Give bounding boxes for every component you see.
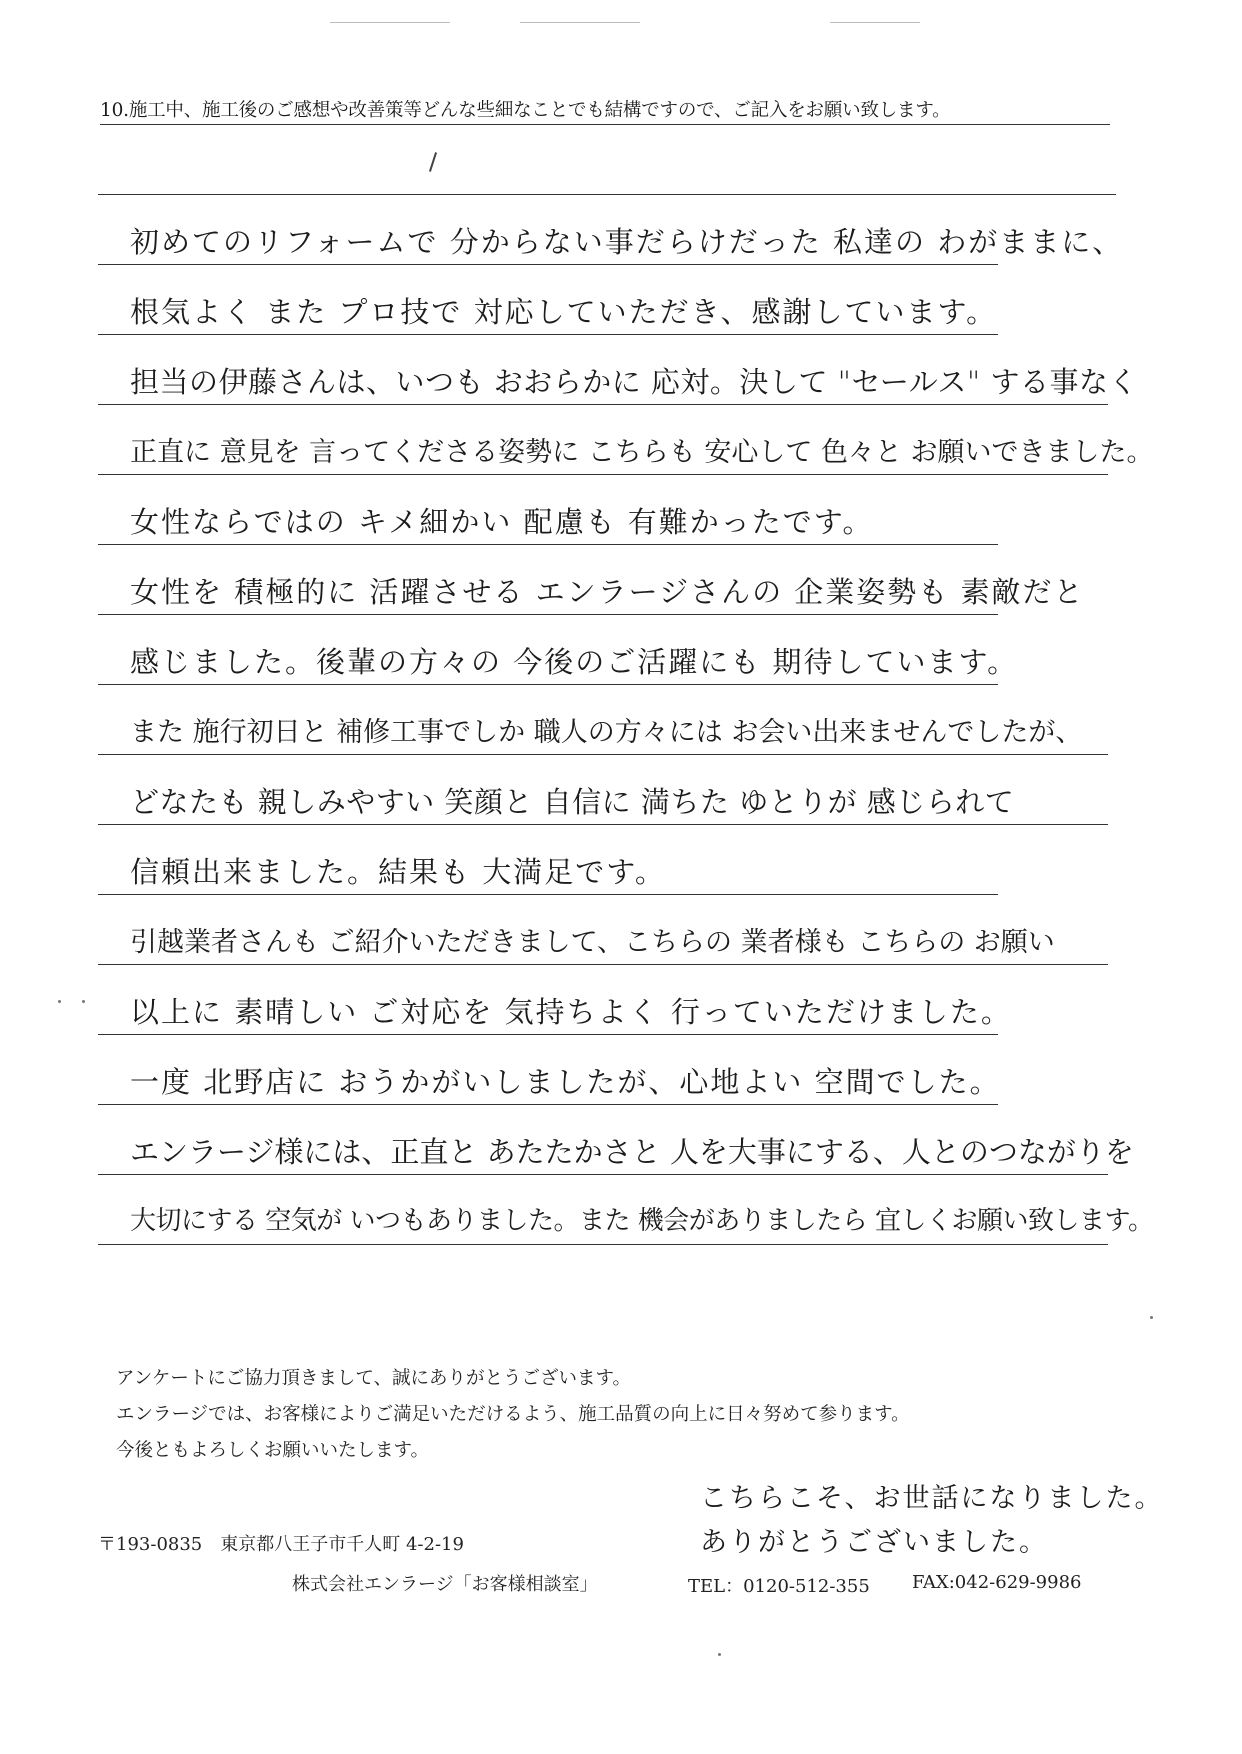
stray-mark [429,152,437,172]
answer-line-6: 女性を 積極的に 活躍させる エンラージさんの 企業姿勢も 素敵だと [130,575,1085,609]
company-name: 株式会社エンラージ「お客様相談室」 [292,1574,598,1595]
answer-line-3: 担当の伊藤さんは、いつも おおらかに 応対。決して "セールス" する事なく [130,365,1138,399]
answer-line-8: また 施行初日と 補修工事でしか 職人の方々には お会い出来ませんでしたが、 [130,717,1083,748]
ruled-line [98,404,1108,405]
ruled-line [98,754,1108,755]
ruled-line [98,474,1108,475]
answer-line-13: 一度 北野店に おうかがいしましたが、心地よい 空間でした。 [130,1065,1001,1099]
closing-line-2: エンラージでは、お客様によりご満足いただけるよう、施工品質の向上に日々努めて参ります。 [116,1404,910,1425]
ruled-line [98,614,998,615]
ruled-line [98,824,1108,825]
postal-address: 〒193-0835 東京都八王子市千人町 4-2-19 [98,1534,464,1555]
ruled-line [98,1244,1108,1245]
answer-line-12: 以上に 素晴しい ご対応を 気持ちよく 行っていただけました。 [130,995,1012,1029]
ruled-line [98,1034,998,1035]
closing-line-3: 今後ともよろしくお願いいたします。 [116,1440,430,1461]
answer-line-2: 根気よく また プロ技で 対応していただき、感謝しています。 [130,295,998,329]
ruled-line [98,894,998,895]
scan-mark [330,22,450,23]
scan-speck [58,1000,61,1003]
answer-line-1: 初めてのリフォームで 分からない事だらけだった 私達の わがままに、 [130,225,1124,259]
scan-mark [520,22,640,23]
ruled-line [98,194,1116,195]
ruled-line [98,1174,1108,1175]
ruled-line [98,334,998,335]
answer-line-10: 信頼出来ました。結果も 大満足です。 [130,855,666,889]
ruled-line [98,964,1108,965]
scan-mark [830,22,920,23]
answer-line-9: どなたも 親しみやすい 笑顔と 自信に 満ちた ゆとりが 感じられて [130,785,1015,819]
answer-line-7: 感じました。後輩の方々の 今後のご活躍にも 期待しています。 [130,645,1019,679]
question-text: 10.施工中、施工後のご感想や改善策等どんな些細なことでも結構ですので、ご記入をお願い致します。 [100,96,1110,125]
thanks-line-1: こちらこそ、お世話になりました。 [700,1483,1164,1514]
tel-number: TEL：0120-512-355 [688,1576,870,1597]
thanks-line-2: ありがとうございました。 [700,1527,1048,1558]
closing-line-1: アンケートにご協力頂きまして、誠にありがとうございます。 [116,1368,632,1389]
ruled-line [98,684,998,685]
ruled-line [98,544,998,545]
answer-line-4: 正直に 意見を 言ってくださる姿勢に こちらも 安心して 色々と お願いできました。 [130,437,1154,468]
ruled-line [98,1104,998,1105]
ruled-line [98,264,998,265]
scan-speck [718,1653,721,1656]
scan-speck [82,1000,85,1003]
answer-line-14: エンラージ様には、正直と あたたかさと 人を大事にする、人とのつながりを [130,1135,1134,1169]
answer-line-5: 女性ならではの キメ細かい 配慮も 有難かったです。 [130,505,874,539]
answer-line-11: 引越業者さんも ご紹介いただきまして、こちらの 業者様も こちらの お願い [130,927,1055,958]
scan-speck [1150,1316,1153,1319]
fax-number: FAX:042-629-9986 [912,1572,1082,1593]
answer-line-15: 大切にする 空気が いつもありました。また 機会がありましたら 宜しくお願い致します。 [130,1206,1154,1236]
